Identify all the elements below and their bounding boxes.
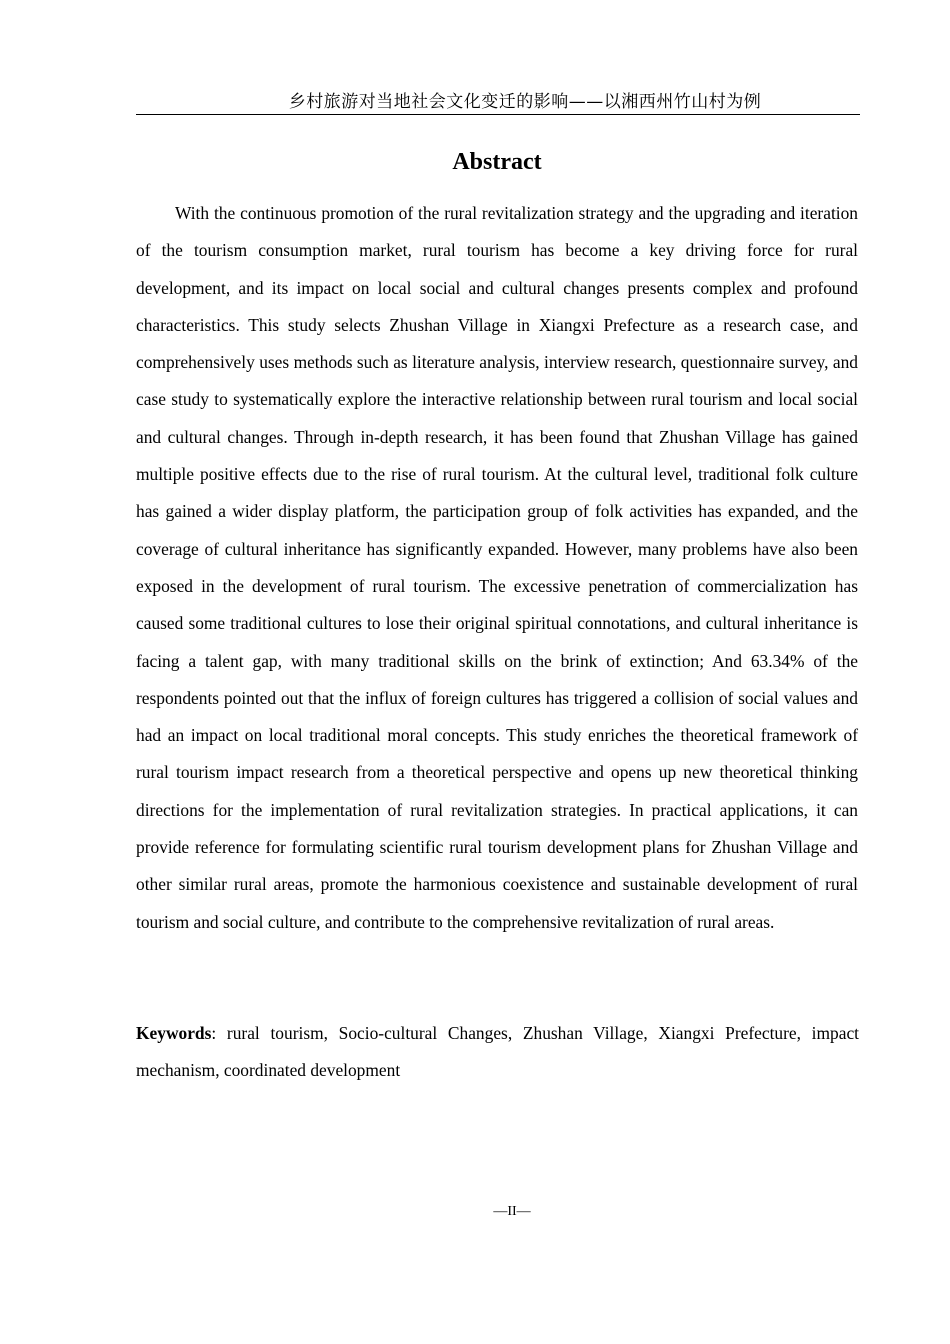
keywords-label: Keywords — [136, 1023, 212, 1043]
keywords-list: : rural tourism, Socio-cultural Changes, Zhushan Village, Xiangxi Prefecture, impact mechanism, coordinated development — [136, 1023, 859, 1081]
page-number: —II— — [493, 1204, 531, 1219]
running-header — [136, 90, 860, 115]
abstract-body: With the continuous promotion of the rural revitalization strategy and the upgrading and iteration of the tourism consumption market, rural tourism has become a key driving force for rural development, and its impact on local social and cultural changes presents complex and profound characteristics. This study selects Zhushan Village in Xiangxi Prefecture as a research case, and comprehensively uses methods such as literature analysis, interview research, questionnaire survey, and case study to systematically explore the interactive relationship between rural tourism and local social and cultural changes. Through in-depth research, it has been found that Zhushan Village has gained multiple positive effects due to the rise of rural tourism. At the cultural level, traditional folk culture has gained a wider display platform, the participation group of folk activities has expanded, and the coverage of cultural inheritance has significantly expanded. However, many problems have also been exposed in the development of rural tourism. The excessive penetration of commercialization has caused some traditional cultures to lose their original spiritual connotations, and cultural inheritance is facing a talent gap, with many traditional skills on the brink of extinction; And 63.34% of the respondents pointed out that the influx of foreign cultures has triggered a collision of social values and had an impact on local traditional moral concepts. This study enriches the theoretical framework of rural tourism impact research from a theoretical perspective and opens up new theoretical thinking directions for the implementation of rural revitalization strategies. In practical applications, it can provide reference for formulating scientific rural tourism development plans for Zhushan Village and other similar rural areas, promote the harmonious coexistence and sustainable development of rural tourism and social culture, and contribute to the comprehensive revitalization of rural areas. — [136, 203, 858, 932]
keywords-paragraph — [136, 1015, 859, 1090]
abstract-title: Abstract — [452, 149, 542, 175]
running-header-title: 乡村旅游对当地社会文化变迁的影响——以湘西州竹山村为例 — [288, 92, 762, 112]
